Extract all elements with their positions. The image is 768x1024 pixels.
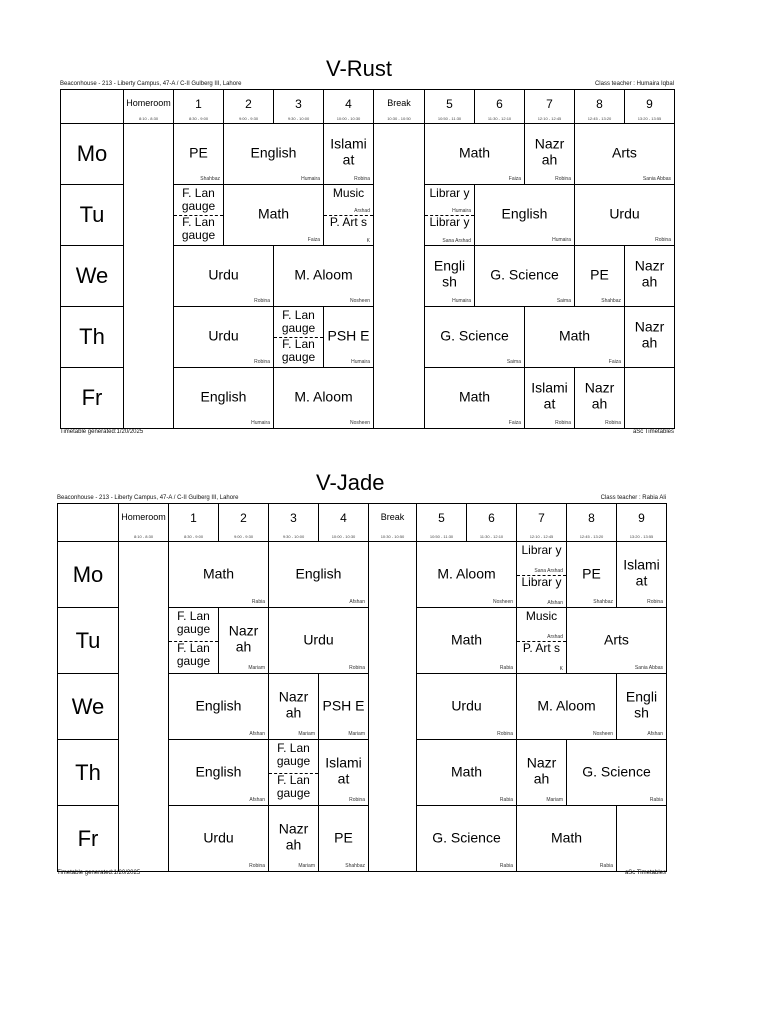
lesson-subject: Nazr ah	[228, 621, 259, 654]
homeroom-slot	[118, 739, 169, 806]
period-time: 9:00 - 9:30	[233, 534, 254, 539]
day-label: Mo	[72, 561, 104, 587]
lesson-teacher: Shahbaz	[200, 176, 220, 182]
period-label: Break	[387, 98, 411, 108]
lesson-subject: Librar y	[429, 186, 470, 200]
lesson-subject: English	[250, 144, 297, 161]
homeroom-slot	[118, 805, 169, 872]
period-time: 11:30 - 12:10	[479, 534, 504, 539]
lesson-teacher: Faiza	[508, 176, 521, 182]
lesson-cell[interactable]	[268, 739, 319, 806]
lesson-cell[interactable]	[318, 805, 369, 872]
lesson-subject: Nazr ah	[584, 379, 615, 412]
lesson-subject: Islami at	[330, 135, 367, 168]
lesson-cell[interactable]	[268, 607, 369, 674]
lesson-cell[interactable]	[566, 739, 667, 806]
homeroom-slot	[118, 673, 169, 740]
period-time: 12:45 - 13:20	[579, 534, 604, 539]
day-label: Fr	[81, 385, 103, 410]
period-label: 6	[488, 511, 495, 525]
period-time: 9:30 - 10:00	[287, 116, 310, 121]
lesson-group-b	[517, 575, 566, 608]
lesson-subject: G. Science	[582, 763, 651, 780]
period-label: 5	[438, 511, 445, 525]
empty-slot	[616, 805, 667, 872]
period-time: 10:50 - 11:30	[437, 116, 462, 121]
period-time: 8:30 - 9:00	[183, 534, 204, 539]
lesson-subject: F. Lan gauge	[181, 215, 216, 242]
timetable-title: V-Rust	[326, 56, 393, 81]
lesson-teacher: K	[366, 238, 370, 244]
lesson-subject: Math	[202, 565, 235, 582]
lesson-subject: Urdu	[208, 266, 239, 283]
break-slot	[368, 739, 417, 806]
day-label: Th	[79, 324, 105, 349]
lesson-group-b	[269, 773, 318, 806]
lesson-subject: Arts	[604, 631, 629, 648]
lesson-teacher: Faiza	[608, 359, 621, 365]
lesson-teacher: Sana Arshad	[534, 567, 563, 574]
lesson-cell[interactable]	[268, 805, 319, 872]
lesson-subject: Math	[450, 763, 483, 780]
period-time: 9:30 - 10:00	[282, 534, 305, 539]
lesson-teacher: Afshan	[249, 731, 265, 737]
lesson-teacher: Shahbaz	[593, 599, 613, 605]
lesson-cell[interactable]	[168, 805, 269, 872]
period-label: 7	[546, 97, 553, 111]
lesson-teacher: Faiza	[508, 420, 521, 426]
period-header	[416, 503, 467, 542]
lesson-cell[interactable]	[416, 541, 517, 608]
lesson-subject: English	[295, 565, 342, 582]
lesson-teacher: Mariam	[298, 731, 315, 737]
day-label: Th	[75, 759, 101, 785]
lesson-cell[interactable]	[416, 805, 517, 872]
lesson-cell[interactable]	[516, 607, 567, 674]
generated-date: Timetable generated:1/20/2025	[60, 429, 144, 435]
period-label: 7	[538, 511, 545, 525]
day-label: Fr	[77, 825, 99, 851]
lesson-teacher: Robina	[655, 237, 671, 243]
lesson-cell[interactable]	[168, 673, 269, 740]
lesson-teacher: Nosheen	[492, 599, 513, 605]
lesson-cell[interactable]	[168, 607, 219, 674]
lesson-cell[interactable]	[318, 739, 369, 806]
lesson-cell[interactable]	[616, 673, 667, 740]
day-label: We	[75, 263, 109, 288]
lesson-teacher: Humaira	[452, 298, 471, 304]
lesson-subject: F. Lan gauge	[181, 186, 216, 213]
lesson-teacher: Humaira	[452, 208, 471, 214]
lesson-subject: English	[200, 388, 247, 405]
period-header	[616, 503, 667, 542]
lesson-subject: Math	[550, 829, 583, 846]
lesson-subject: M. Aloom	[294, 388, 353, 405]
lesson-teacher: Sania Abbas	[634, 665, 663, 671]
period-time: 10:30 - 10:50	[387, 116, 411, 121]
lesson-teacher: Shahbaz	[601, 298, 621, 304]
lesson-subject: Islami at	[623, 555, 660, 588]
lesson-subject: Nazr ah	[534, 135, 565, 168]
lesson-teacher: Humaira	[552, 237, 571, 243]
period-label: 1	[190, 511, 197, 525]
lesson-subject: PSH E	[322, 697, 365, 714]
lesson-subject: F. Lan gauge	[176, 640, 211, 668]
lesson-cell[interactable]	[268, 673, 319, 740]
lesson-teacher: Afshan	[349, 599, 365, 605]
lesson-group-b	[169, 641, 218, 674]
break-slot	[368, 607, 417, 674]
generated-date: Timetable generated:1/20/2025	[57, 870, 141, 876]
lesson-teacher: Robina	[249, 863, 265, 869]
period-label: 2	[245, 97, 252, 111]
lesson-teacher: Robina	[647, 599, 663, 605]
period-time: 13:20 - 13:55	[629, 534, 654, 539]
break-slot	[368, 541, 417, 608]
lesson-subject: Arts	[612, 144, 637, 161]
lesson-subject: Math	[458, 388, 491, 405]
period-time: 8:10 - 8:30	[138, 116, 159, 121]
lesson-teacher: Afshan	[547, 600, 563, 606]
period-header	[118, 503, 169, 542]
lesson-subject: F. Lan gauge	[276, 772, 311, 800]
period-time: 12:45 - 13:20	[587, 116, 612, 121]
period-header	[368, 503, 417, 542]
period-label: 2	[240, 511, 247, 525]
day-label: Tu	[75, 627, 101, 653]
timetable-title: V-Jade	[316, 470, 385, 495]
period-label: 9	[638, 511, 645, 525]
period-time: 9:00 - 9:30	[238, 116, 259, 121]
period-label: Homeroom	[121, 512, 166, 522]
lesson-subject: Nazr ah	[526, 753, 557, 786]
period-time: 8:30 - 9:00	[188, 116, 209, 121]
lesson-subject: Math	[558, 327, 591, 344]
lesson-subject: Engli sh	[625, 687, 658, 720]
day-label: Mo	[76, 141, 108, 166]
lesson-subject: Math	[450, 631, 483, 648]
lesson-teacher: Mariam	[248, 665, 265, 671]
lesson-subject: English	[501, 205, 548, 222]
lesson-subject: F. Lan gauge	[281, 308, 316, 335]
lesson-subject: F. Lan gauge	[176, 609, 211, 636]
period-time: 13:20 - 13:55	[637, 116, 662, 121]
lesson-subject: P. Art s	[522, 640, 561, 655]
school-address: Beaconhouse - 213 - Liberty Campus, 47-A / C-II Gulberg III, Lahore	[60, 81, 242, 87]
lesson-cell[interactable]	[318, 673, 369, 740]
lesson-teacher: Faiza	[307, 237, 320, 243]
day-cell	[57, 739, 119, 806]
lesson-subject: PE	[334, 829, 353, 846]
lesson-subject: Urdu	[451, 697, 482, 714]
period-header	[218, 503, 269, 542]
lesson-teacher: Sana Arshad	[442, 238, 471, 244]
footer-brand: aSc Timetables	[624, 870, 666, 876]
lesson-subject: Librar y	[429, 215, 470, 229]
period-header	[516, 503, 567, 542]
lesson-teacher: Rabia	[499, 863, 513, 869]
period-label: 9	[646, 97, 653, 111]
lesson-cell[interactable]	[416, 739, 517, 806]
lesson-subject: Urdu	[203, 829, 234, 846]
period-time: 12:10 - 12:45	[537, 116, 562, 121]
lesson-group-a	[517, 608, 566, 642]
day-cell	[57, 805, 119, 872]
class-teacher: Class teacher : Humaira Iqbal	[594, 81, 674, 87]
lesson-teacher: Robina	[555, 176, 571, 182]
lesson-teacher: Arshad	[354, 208, 370, 214]
lesson-subject: English	[195, 763, 242, 780]
period-label: 8	[588, 511, 595, 525]
lesson-cell[interactable]	[616, 541, 667, 608]
break-slot	[368, 673, 417, 740]
period-label: 6	[496, 97, 503, 111]
lesson-subject: G. Science	[432, 829, 501, 846]
lesson-cell[interactable]	[168, 739, 269, 806]
lesson-subject: Music	[525, 609, 558, 623]
lesson-teacher: Saima	[556, 298, 571, 304]
period-header	[466, 503, 517, 542]
lesson-teacher: Robina	[605, 420, 621, 426]
period-label: 3	[290, 511, 297, 525]
lesson-subject: PE	[582, 565, 601, 582]
period-time: 12:10 - 12:45	[529, 534, 554, 539]
lesson-teacher: Humaira	[301, 176, 320, 182]
lesson-teacher: Mariam	[298, 863, 315, 869]
lesson-teacher: Mariam	[348, 731, 365, 737]
lesson-subject: Urdu	[303, 631, 334, 648]
lesson-teacher: Rabia	[499, 665, 513, 671]
period-time: 10:50 - 11:30	[429, 534, 454, 539]
period-label: Homeroom	[126, 98, 171, 108]
lesson-teacher: K	[559, 666, 563, 672]
period-label: 8	[596, 97, 603, 111]
lesson-teacher: Afshan	[647, 731, 663, 737]
lesson-subject: Nazr ah	[278, 819, 309, 852]
lesson-subject: Nazr ah	[634, 257, 665, 290]
lesson-subject: P. Art s	[329, 215, 368, 229]
lesson-teacher: Rabia	[499, 797, 513, 803]
period-time: 10:30 - 10:50	[380, 534, 405, 539]
lesson-cell[interactable]	[516, 739, 567, 806]
lesson-cell[interactable]	[268, 541, 369, 608]
lesson-teacher: Rabia	[251, 599, 265, 605]
lesson-group-a	[169, 608, 218, 642]
lesson-teacher: Robina	[254, 298, 270, 304]
school-address: Beaconhouse - 213 - Liberty Campus, 47-A / C-II Gulberg III, Lahore	[57, 495, 239, 501]
lesson-subject: G. Science	[440, 327, 509, 344]
period-label: Break	[380, 512, 405, 522]
period-time: 8:10 - 8:30	[133, 534, 154, 539]
lesson-subject: F. Lan gauge	[276, 741, 311, 768]
lesson-teacher: Robina	[555, 420, 571, 426]
lesson-teacher: Humaira	[251, 420, 270, 426]
lesson-teacher: Arshad	[547, 633, 563, 640]
break-slot	[368, 805, 417, 872]
day-label: Tu	[79, 202, 105, 227]
lesson-subject: M. Aloom	[537, 697, 596, 714]
lesson-teacher: Robina	[349, 665, 365, 671]
lesson-teacher: Shahbaz	[345, 863, 365, 869]
lesson-subject: Islami at	[325, 753, 362, 786]
lesson-subject: Music	[332, 186, 365, 200]
period-label: 1	[195, 97, 202, 111]
lesson-cell[interactable]	[416, 673, 517, 740]
lesson-cell[interactable]	[218, 607, 269, 674]
lesson-teacher: Humaira	[351, 359, 370, 365]
period-time: 10:00 - 10:30	[331, 534, 356, 539]
lesson-subject: G. Science	[490, 266, 559, 283]
lesson-teacher: Robina	[349, 797, 365, 803]
period-label: 5	[446, 97, 453, 111]
day-cell	[57, 673, 119, 740]
footer-brand: aSc Timetables	[632, 429, 674, 435]
lesson-subject: Islami at	[531, 379, 568, 412]
lesson-teacher: Rabia	[649, 797, 663, 803]
lesson-cell[interactable]	[168, 541, 269, 608]
homeroom-slot	[118, 607, 169, 674]
period-label: 4	[340, 511, 347, 525]
lesson-teacher: Saima	[506, 359, 521, 365]
lesson-teacher: Nosheen	[592, 731, 613, 737]
lesson-teacher: Mariam	[546, 797, 563, 803]
lesson-subject: F. Lan gauge	[281, 337, 316, 364]
lesson-subject: PE	[189, 144, 208, 161]
period-label: 4	[345, 97, 352, 111]
period-header	[168, 503, 219, 542]
lesson-subject: Librar y	[521, 574, 562, 589]
lesson-teacher: Sania Abbas	[642, 176, 671, 182]
period-header	[318, 503, 369, 542]
lesson-subject: PE	[590, 266, 609, 283]
lesson-cell[interactable]	[566, 541, 617, 608]
lesson-teacher: Afshan	[249, 797, 265, 803]
lesson-subject: Nazr ah	[278, 687, 309, 720]
class-teacher: Class teacher : Rabia Ali	[600, 495, 666, 501]
corner-cell	[57, 503, 119, 542]
lesson-teacher: Nosheen	[349, 420, 370, 426]
period-header	[566, 503, 617, 542]
lesson-teacher: Nosheen	[349, 298, 370, 304]
lesson-group-a	[269, 740, 318, 774]
lesson-cell[interactable]	[516, 805, 617, 872]
day-label: We	[71, 693, 105, 719]
period-label: 3	[295, 97, 302, 111]
lesson-group-b	[517, 641, 566, 674]
lesson-cell[interactable]	[566, 607, 667, 674]
lesson-subject: PSH E	[327, 327, 370, 344]
lesson-teacher: Robina	[497, 731, 513, 737]
homeroom-slot	[118, 541, 169, 608]
lesson-subject: M. Aloom	[294, 266, 353, 283]
lesson-subject: M. Aloom	[437, 565, 496, 582]
lesson-teacher: Robina	[254, 359, 270, 365]
lesson-cell[interactable]	[516, 673, 617, 740]
lesson-subject: Librar y	[521, 543, 562, 557]
lesson-subject: English	[195, 697, 242, 714]
lesson-subject: Urdu	[609, 205, 640, 222]
day-cell	[57, 541, 119, 608]
period-time: 10:00 - 10:30	[336, 116, 361, 121]
day-cell	[57, 607, 119, 674]
lesson-teacher: Rabia	[599, 863, 613, 869]
lesson-cell[interactable]	[416, 607, 517, 674]
lesson-subject: Engli sh	[433, 257, 466, 290]
lesson-teacher: Robina	[354, 176, 370, 182]
lesson-cell[interactable]	[516, 541, 567, 608]
period-time: 11:30 - 12:10	[487, 116, 512, 121]
lesson-group-a	[517, 542, 566, 576]
lesson-subject: Urdu	[208, 327, 239, 344]
period-header	[268, 503, 319, 542]
lesson-subject: Math	[458, 144, 491, 161]
lesson-subject: Nazr ah	[634, 318, 665, 351]
lesson-subject: Math	[257, 205, 290, 222]
